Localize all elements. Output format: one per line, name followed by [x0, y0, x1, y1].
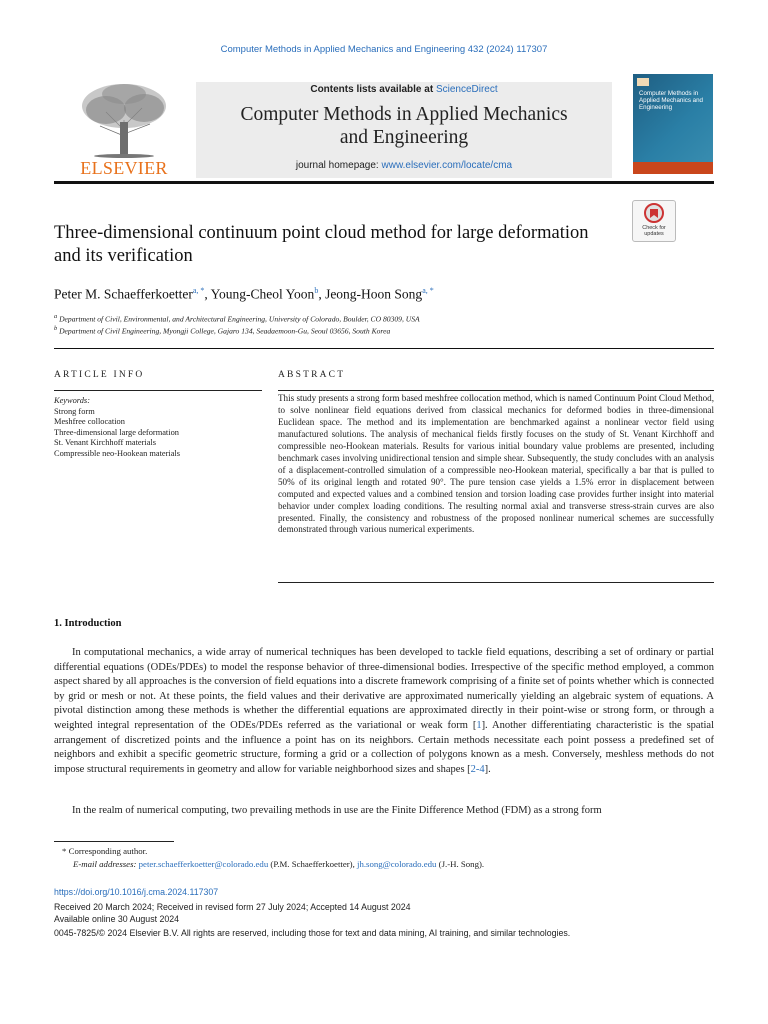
doi-link[interactable]: https://doi.org/10.1016/j.cma.2024.117307	[54, 887, 219, 897]
author-sep: ,	[204, 286, 211, 302]
check-updates-label: Check for updates	[642, 225, 666, 237]
homepage-line	[196, 160, 612, 171]
journal-title	[196, 103, 612, 149]
author-3-affil[interactable]: a, *	[422, 286, 434, 295]
intro-text: ].	[484, 763, 491, 775]
intro-text: In computational mechanics, a wide array of numerical techniques has been developed to tackle field equations, describing a set of ordinary or partial differential equations (ODEs/PDEs) to model the response behavior of three-dimensional bodies. Irrespective of the specific method employed, a common aspect shared by all approaches is the conversion of field equations into a discrete framework comprising of a finite set of points whether which is connected by grid or mesh or not. At these points, the field values and their derivative are approximated numerically yielding an algebraic system of equations. A pivotal distinction among these methods is whether the differential equations are approximated directly in their point-wise or strong form, or through a weighted integral representation of the ODEs/PDEs referred as the variational or weak form [	[54, 647, 714, 731]
check-updates-icon	[633, 201, 675, 225]
paper-title: Three-dimensional continuum point cloud method for large deformation and its verification	[54, 223, 589, 266]
elsevier-logo	[54, 80, 194, 178]
abstract-heading: ABSTRACT	[278, 370, 346, 380]
author-1[interactable]: Peter M. Schaefferkoetter	[54, 286, 193, 302]
affiliation-b-mark: b	[54, 325, 58, 332]
email-owner-1: (P.M. Schaefferkoetter),	[268, 859, 357, 869]
email-link-2[interactable]: jh.song@colorado.edu	[357, 859, 437, 869]
journal-cover-image[interactable]	[633, 74, 713, 174]
affiliation-a-mark: a	[54, 313, 58, 320]
author-list	[54, 286, 674, 303]
article-info-heading: ARTICLE INFO	[54, 370, 145, 380]
contents-prefix: Contents lists available at	[310, 84, 436, 95]
email-owner-2: (J.-H. Song).	[436, 859, 485, 869]
abstract-bottom-divider	[278, 582, 714, 583]
received-dates: Received 20 March 2024; Received in revised form 27 July 2024; Accepted 14 August 2024	[54, 902, 411, 912]
publisher-name: ELSEVIER	[80, 158, 168, 178]
article-info-divider	[54, 390, 262, 391]
reference-link-1[interactable]: 1	[476, 719, 482, 731]
intro-text: ]. Another differentiating characteristic is the spatial arrangement of discretized points and the influence a point has on its neighbors. Certain methods necessitate each point possess a predefined set of neighbors and exhibit a specific geometric structure, forming a grid or a collection of polygons known as a mesh. Conversely, meshless methods do not impose structural requirements in geometry and allow for variable neighborhood sizes and shapes [	[54, 719, 714, 775]
keyword-item: Three-dimensional large deformation	[54, 427, 179, 437]
journal-title-line-1: Computer Methods in Applied Mechanics	[240, 104, 568, 125]
abstract-divider	[278, 390, 714, 391]
author-2-affil[interactable]: b	[314, 286, 319, 295]
introduction-paragraph-2: In the realm of numerical computing, two prevailing methods in use are the Finite Difference Method (FDM) as a strong form	[72, 805, 602, 816]
journal-citation[interactable]: Computer Methods in Applied Mechanics and Engineering 432 (2024) 117307	[220, 44, 548, 55]
header-divider	[54, 181, 714, 184]
keyword-item: St. Venant Kirchhoff materials	[54, 438, 157, 448]
keyword-item: Strong form	[54, 406, 95, 416]
affiliation-a	[54, 313, 714, 324]
author-2[interactable]: Young-Cheol Yoon	[210, 286, 315, 302]
affiliation-a-text: Department of Civil, Environmental, and Architectural Engineering, University of Colorado, Boulder, CO 80309, USA	[59, 314, 420, 324]
elsevier-tree-icon	[54, 80, 194, 158]
sciencedirect-link[interactable]: ScienceDirect	[435, 84, 498, 95]
check-for-updates-button[interactable]	[632, 200, 676, 242]
author-sep: ,	[318, 286, 326, 302]
keywords-list	[54, 396, 264, 460]
affiliation-divider	[54, 348, 714, 349]
reference-link-2-4[interactable]: 2-4	[470, 763, 485, 775]
affiliation-b-text: Department of Civil Engineering, Myongji College, Gajaro 134, Seadaemoon-Gu, Seoul 03656, South Korea	[59, 326, 391, 336]
cover-badge	[637, 78, 649, 86]
author-3[interactable]: Jeong-Hoon Song	[325, 286, 423, 302]
keyword-item: Compressible neo-Hookean materials	[54, 448, 181, 458]
introduction-heading: 1. Introduction	[54, 618, 122, 629]
cover-title: Computer Methods in Applied Mechanics and Engineering	[639, 90, 703, 111]
affiliation-b	[54, 325, 714, 336]
homepage-prefix: journal homepage:	[295, 160, 382, 171]
footnote-divider	[54, 841, 174, 842]
copyright-notice: 0045-7825/© 2024 Elsevier B.V. All rights are reserved, including those for text and data mining, AI training, and similar technologies.	[54, 928, 571, 938]
abstract-text: This study presents a strong form based meshfree collocation method, which is named Continuum Point Cloud Method, to solve nonlinear field equations derived from classical mechanics for deformed bodies in three-dimensional Euclidean space. The method and its implementation are benchmarked against a nonlinear vector field using manufactured solutions. The analysis of mechanical fields firstly focuses on the study of St. Venant Kirchhoff and compressible neo-Hookean materials. Results for various initial boundary value problems are presented, including benchmark cases involving unidirectional tension and simple shear. Subsequently, the study concludes with an analysis of a displacement-controlled simulation of a compressible neo-Hookean material, specifically a bar that is pulled to 50% of its original length and rotated 90°. The pure tension case yields a 1.5% error in displacement between computed and expected values and a combined tension and torsion loading case provides further insight into material behavior under complex loading conditions. The resulting normal axial and transverse stress-strain curves are also presented. Finally, the consistency and robustness of the proposed nonlinear numerical schemes are successfully demonstrated through various numerical experiments.	[278, 393, 714, 535]
homepage-link[interactable]: www.elsevier.com/locate/cma	[381, 160, 513, 171]
available-online-date: Available online 30 August 2024	[54, 914, 180, 924]
email-link-1[interactable]: peter.schaefferkoetter@colorado.edu	[138, 859, 269, 869]
contents-line	[196, 84, 612, 95]
cover-band	[633, 162, 713, 174]
email-addresses	[73, 859, 713, 869]
keywords-heading: Keywords:	[54, 396, 90, 405]
keyword-item: Meshfree collocation	[54, 417, 125, 427]
journal-title-line-2: and Engineering	[339, 127, 469, 148]
email-label: E-mail addresses:	[73, 859, 139, 869]
author-1-affil[interactable]: a, *	[192, 286, 205, 295]
corresponding-author-note: * Corresponding author.	[62, 846, 148, 856]
introduction-paragraph-1	[54, 646, 714, 777]
